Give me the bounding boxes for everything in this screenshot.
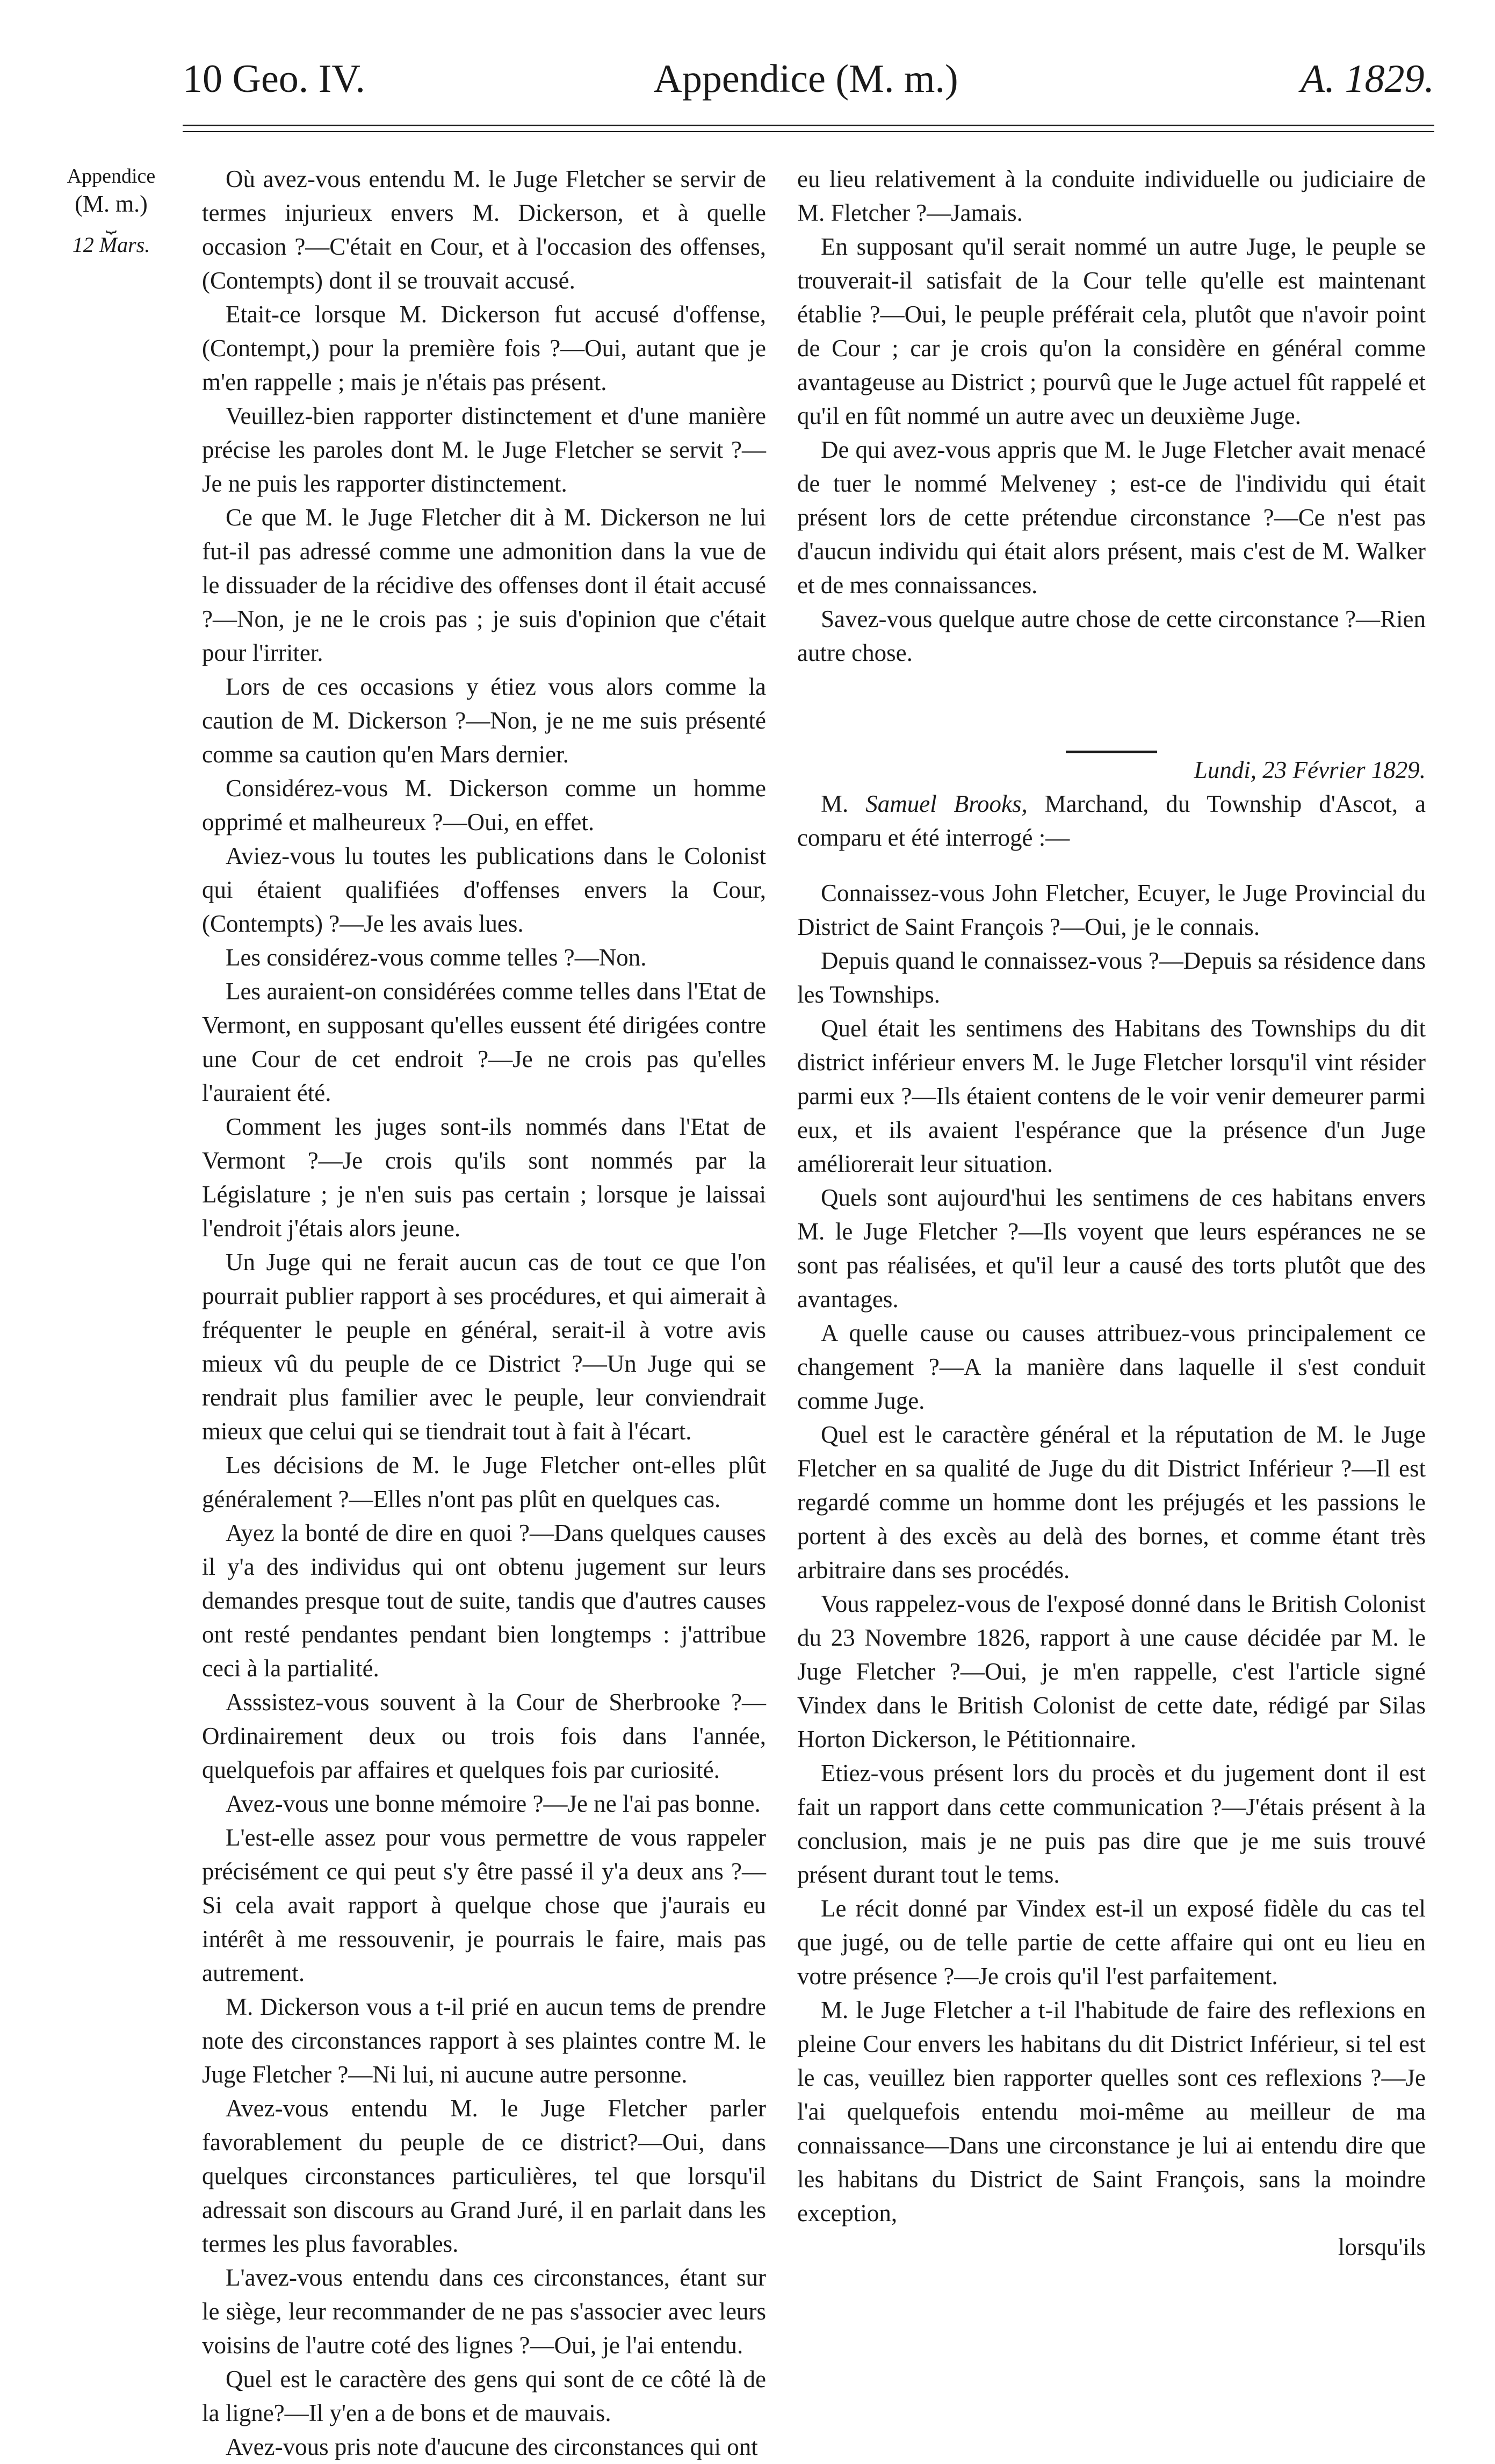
paragraph: M. le Juge Fletcher a t-il l'habitude de faire des reflexions en pleine Cour envers les habitans du dit District Inférieur, si tel est le cas, veuillez bien rapporter quelles sont ces reflexions ?—Je l'ai quelquefois entendu moi-même au meilleur de ma connaissance—Dans une circonstance je lui ai entendu dire que les habitans du District de Saint François, sans la moindre exception, <box>797 1997 1426 2227</box>
paragraph: Vous rappelez-vous de l'exposé donné dans le British Colonist du 23 Novembre 1826, rapport à une cause décidée par M. le Juge Fletcher ?—Oui, je m'en rappelle, c'est l'article signé Vindex dans le British Colonist de cette date, rédigé par Silas Horton Dickerson, le Pétitionnaire. <box>797 1590 1426 1753</box>
header-year: A. 1829. <box>1301 57 1434 101</box>
paragraph: Avez-vous une bonne mémoire ?—Je ne l'ai pas bonne. <box>226 1790 761 1817</box>
margin-note-code: (M. m.) <box>75 191 148 217</box>
header-rule-thin <box>183 131 1434 132</box>
paragraph: Avez-vous pris note d'aucune des circonstances qui ont <box>226 2433 758 2460</box>
paragraph: Un Juge qui ne ferait aucun cas de tout ce que l'on pourrait publier rapport à ses procédures, et qui aimerait à fréquenter le peuple en général, serait-il à votre avis mieux vû du peuple de ce District ?—Un Juge qui se rendrait plus familier avec le peuple, leur conviendrait mieux que celui qui se tiendrait tout à fait à l'écart. <box>202 1249 766 1445</box>
paragraph: L'est-elle assez pour vous permettre de vous rappeler précisément ce qui peut s'y être passé il y'a deux ans ?—Si cela avait rapport à quelque chose que j'aurais eu intérêt à me ressouvenir, je pourrais le faire, mais pas autrement. <box>202 1824 766 1986</box>
spacer <box>797 855 1426 876</box>
paragraph: Comment les juges sont-ils nommés dans l'Etat de Vermont ?—Je crois qu'ils sont nommés par la Législature ; je n'en suis pas certain ; lorsque je laissai l'endroit j'étais alors jeune. <box>202 1113 766 1242</box>
paragraph: Lors de ces occasions y étiez vous alors comme la caution de M. Dickerson ?—Non, je ne me suis présenté comme sa caution qu'en Mars dernier. <box>202 673 766 768</box>
header-rule-thick <box>183 125 1434 126</box>
paragraph: Aviez-vous lu toutes les publications dans le Colonist qui étaient qualifiées d'offenses envers la Cour, (Contempts) ?—Je les avais lues. <box>202 842 766 937</box>
margin-note-date: 12 Mars. <box>72 233 150 257</box>
witness-prefix: M. <box>821 790 849 817</box>
header-appendix-title: Appendice (M. m.) <box>653 57 958 101</box>
paragraph: Etait-ce lorsque M. Dickerson fut accusé d'offense, (Contempt,) pour la première fois ?—Oui, autant que je m'en rappelle ; mais je n'étais pas présent. <box>202 301 766 395</box>
margin-note-appendix: Appendice <box>67 165 156 188</box>
paragraph: En supposant qu'il serait nommé un autre Juge, le peuple se trouverait-il satisfait de la Cour telle qu'elle est maintenant établie ?—Oui, le peuple préférait cela, plutôt que n'avoir point de Cour ; car je crois qu'on la considère en général comme avantageuse au District ; pourvû que le Juge actuel fût rappelé et qu'il en fût nommé un autre avec un deuxième Juge. <box>797 233 1426 429</box>
paragraph: Quels sont aujourd'hui les sentimens de ces habitans envers M. le Juge Fletcher ?—Ils voyent que leurs espérances ne se sont pas réalisées, et qu'il leur a causé des torts plutôt que des avantages. <box>797 1184 1426 1313</box>
left-column <box>202 162 766 2464</box>
paragraph: Les décisions de M. le Juge Fletcher ont-elles plût généralement ?—Elles n'ont pas plût en quelques cas. <box>202 1452 766 1512</box>
paragraph: Asssistez-vous souvent à la Cour de Sherbrooke ?—Ordinairement deux ou trois fois dans l'année, quelquefois par affaires et quelques fois par curiosité. <box>202 1689 766 1783</box>
paragraph: De qui avez-vous appris que M. le Juge Fletcher avait menacé de tuer le nommé Melveney ; est-ce de l'individu qui était présent lors de cette prétendue circonstance ?—Ce n'est pas d'aucun individu qui était alors présent, mais c'est de M. Walker et de mes connaissances. <box>797 436 1426 599</box>
paragraph: Avez-vous entendu M. le Juge Fletcher parler favorablement du peuple de ce district?—Oui, dans quelques circonstances particulières, tel que lorsqu'il adressait son discours au Grand Juré, il en parlait dans les termes les plus favorables. <box>202 2095 766 2257</box>
paragraph: Veuillez-bien rapporter distinctement et d'une manière précise les paroles dont M. le Juge Fletcher se servit ?—Je ne puis les rapporter distinctement. <box>202 402 766 497</box>
running-header <box>161 39 1450 119</box>
paragraph: Considérez-vous M. Dickerson comme un homme opprimé et malheureux ?—Oui, en effet. <box>202 775 766 835</box>
paragraph: Quel était les sentimens des Habitans des Townships du dit district inférieur envers M. le Juge Fletcher lorsqu'il vint résider parmi eux ?—Ils étaient contens de le voir venir demeurer parmi eux, et ils avaient l'espérance que la présence d'un Juge améliorerait leur situation. <box>797 1015 1426 1177</box>
paragraph: Savez-vous quelque autre chose de cette circonstance ?—Rien autre chose. <box>797 606 1426 666</box>
right-column <box>797 162 1426 2264</box>
paragraph: A quelle cause ou causes attribuez-vous principalement ce changement ?—A la manière dans laquelle il s'est conduit comme Juge. <box>797 1320 1426 1414</box>
witness-name: Samuel Brooks, <box>865 790 1028 817</box>
paragraph: Le récit donné par Vindex est-il un exposé fidèle du cas tel que jugé, ou de telle partie de cette affaire qui ont eu lieu en votre présence ?—Je crois qu'il l'est parfaitement. <box>797 1895 1426 1990</box>
paragraph: L'avez-vous entendu dans ces circonstances, étant sur le siège, leur recommander de ne pas s'associer avec leurs voisins de l'autre coté des lignes ?—Oui, je l'ai entendu. <box>202 2264 766 2359</box>
session-date: Lundi, 23 Février 1829. <box>1194 757 1426 783</box>
header-regnal-year: 10 Geo. IV. <box>183 57 365 101</box>
paragraph: Les auraient-on considérées comme telles dans l'Etat de Vermont, en supposant qu'elles eussent été dirigées contre une Cour de cet endroit ?—Je ne crois pas qu'elles l'auraient été. <box>202 978 766 1106</box>
witness-description: Marchand, du Township d'Ascot, a comparu et été interrogé :— <box>797 790 1426 851</box>
paragraph: Les considérez-vous comme telles ?—Non. <box>226 944 647 971</box>
paragraph: Ayez la bonté de dire en quoi ?—Dans quelques causes il y'a des individus qui ont obtenu jugement sur leurs demandes presque tout de suite, tandis que d'autres causes ont resté pendantes pendant bien longtemps : j'attribue ceci à la partialité. <box>202 1519 766 1682</box>
catch-word: lorsqu'ils <box>1338 2234 1426 2260</box>
paragraph: Depuis quand le connaissez-vous ?—Depuis sa résidence dans les Townships. <box>797 947 1426 1008</box>
brace-ornament-icon: ⏟ <box>105 213 117 233</box>
witness-introduction <box>797 787 1426 855</box>
paragraph: Ce que M. le Juge Fletcher dit à M. Dickerson ne lui fut-il pas adressé comme une admonition dans la vue de le dissuader de la récidive des offenses dont il était accusé ?—Non, je ne le crois pas ; je suis d'opinion que c'était pour l'irriter. <box>202 504 766 666</box>
paragraph: eu lieu relativement à la conduite individuelle ou judiciaire de M. Fletcher ?—Jamais. <box>797 165 1426 226</box>
paragraph: Connaissez-vous John Fletcher, Ecuyer, le Juge Provincial du District de Saint François ?—Oui, je le connais. <box>797 880 1426 940</box>
paragraph: Quel est le caractère général et la réputation de M. le Juge Fletcher en sa qualité de Juge du dit District Inférieur ?—Il est regardé comme un homme dont les préjugés et les passions le portent à des excès au delà des bornes, et comme étant très arbitraire dans ses procédés. <box>797 1421 1426 1583</box>
paragraph: Où avez-vous entendu M. le Juge Fletcher se servir de termes injurieux envers M. Dickerson, et à quelle occasion ?—C'était en Cour, et à l'occasion des offenses, (Contempts) dont il se trouvait accusé. <box>202 165 766 294</box>
paragraph: M. Dickerson vous a t-il prié en aucun tems de prendre note des circonstances rapport à ses plaintes contre M. le Juge Fletcher ?—Ni lui, ni aucune autre personne. <box>202 1993 766 2088</box>
paragraph: Etiez-vous présent lors du procès et du jugement dont il est fait un rapport dans cette communication ?—J'étais présent à la conclusion, mais je ne puis pas dire que je me suis trouvé présent durant tout le tems. <box>797 1760 1426 1888</box>
paragraph: Quel est le caractère des gens qui sont de ce côté là de la ligne?—Il y'en a de bons et de mauvais. <box>202 2366 766 2426</box>
margin-note <box>49 161 173 260</box>
